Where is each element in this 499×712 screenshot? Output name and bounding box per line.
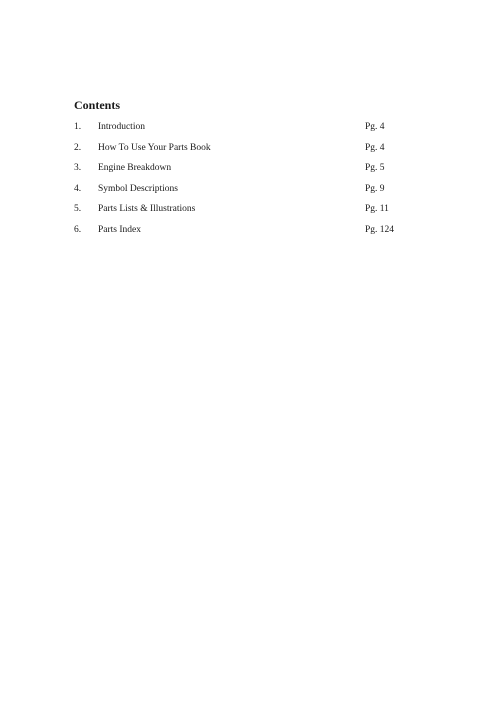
toc-entry-label: Parts Lists & Illustrations bbox=[98, 204, 196, 214]
toc-entry-page: Pg. 124 bbox=[365, 224, 395, 235]
toc-entry-label: Engine Breakdown bbox=[98, 163, 172, 173]
toc-entry-engine-breakdown bbox=[74, 162, 414, 183]
toc-entry-label: Symbol Descriptions bbox=[98, 183, 178, 194]
toc-entry-page: Pg. 4 bbox=[365, 122, 385, 132]
toc-entry-number: 2. bbox=[74, 142, 82, 153]
contents-heading: Contents bbox=[74, 98, 121, 112]
toc-entry-page: Pg. 5 bbox=[365, 163, 385, 173]
toc-entry-number: 5. bbox=[74, 204, 82, 214]
toc-entry-number: 1. bbox=[74, 122, 82, 132]
toc-entry-label: Introduction bbox=[98, 122, 145, 132]
table-of-contents bbox=[74, 121, 414, 244]
toc-entry-number: 3. bbox=[74, 163, 82, 173]
toc-entry-label: How To Use Your Parts Book bbox=[98, 142, 211, 153]
toc-entry-page: Pg. 9 bbox=[365, 183, 385, 194]
toc-entry-page: Pg. 4 bbox=[365, 142, 385, 153]
toc-entry-page: Pg. 11 bbox=[365, 204, 389, 214]
toc-entry-how-to-use bbox=[74, 142, 414, 163]
toc-entry-number: 4. bbox=[74, 183, 82, 194]
toc-entry-parts-index bbox=[74, 224, 414, 245]
toc-entry-number: 6. bbox=[74, 224, 82, 235]
toc-entry-label: Parts Index bbox=[98, 224, 142, 235]
toc-entry-symbol-descriptions bbox=[74, 183, 414, 204]
toc-entry-parts-lists bbox=[74, 203, 414, 224]
toc-entry-introduction bbox=[74, 121, 414, 142]
